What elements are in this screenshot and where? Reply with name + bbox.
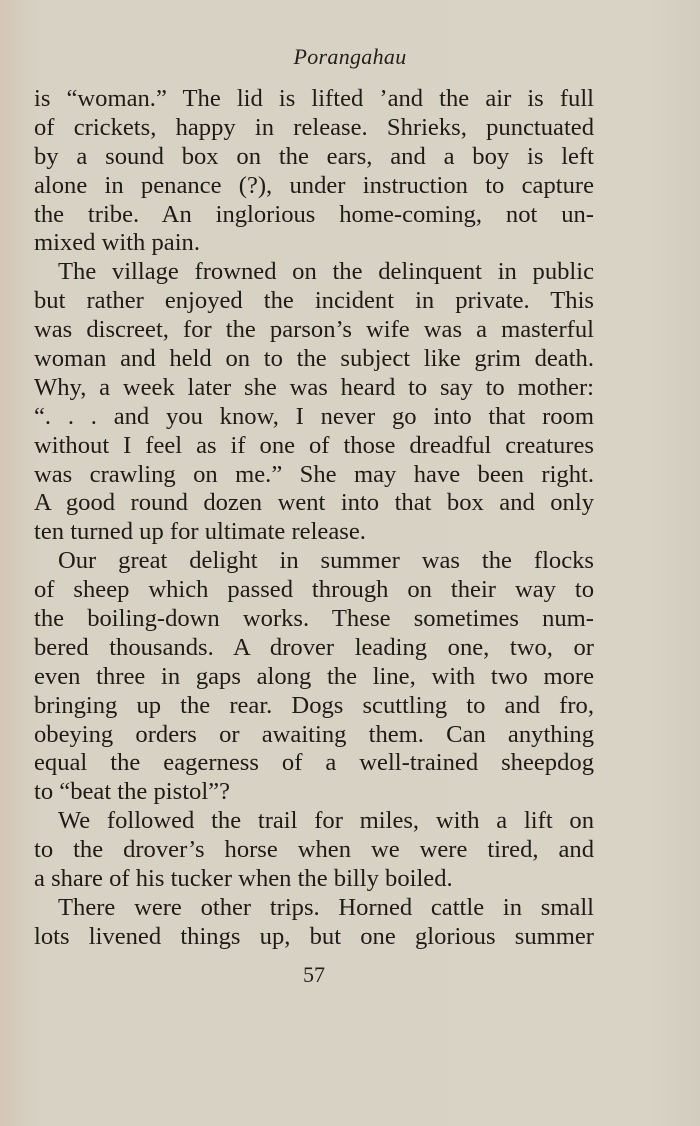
text-line: the boiling-down works. These sometimes num- <box>34 605 594 633</box>
body-text <box>34 85 594 952</box>
text-line: mixed with pain. <box>34 229 200 257</box>
text-line: “. . . and you know, I never go into that room <box>34 402 594 430</box>
text-line: We followed the trail for miles, with a lift on <box>58 807 594 835</box>
text-line: by a sound box on the ears, and a boy is left <box>34 142 594 170</box>
text-line: was crawling on me.” She may have been right. <box>34 460 594 488</box>
text-line: lots livened things up, but one glorious summer <box>34 922 594 950</box>
text-line: without I feel as if one of those dreadful creatures <box>34 431 594 459</box>
text-line: alone in penance (?), under instruction to capture <box>34 171 594 199</box>
text-line: bringing up the rear. Dogs scuttling to and fro, <box>34 691 594 719</box>
text-line: is “woman.” The lid is lifted ’and the air is full <box>34 85 594 112</box>
text-line: was discreet, for the parson’s wife was a masterful <box>34 316 594 344</box>
text-line: to “beat the pistol”? <box>34 778 230 806</box>
running-head: Porangahau <box>293 44 407 69</box>
page-number: 57 <box>303 962 325 987</box>
text-line: There were other trips. Horned cattle in small <box>58 893 594 921</box>
text-line: obeying orders or awaiting them. Can anything <box>34 720 594 748</box>
text-line: The village frowned on the delinquent in public <box>58 258 594 286</box>
text-line: Our great delight in summer was the flocks <box>58 547 594 575</box>
text-line: Why, a week later she was heard to say to mother: <box>34 373 594 401</box>
text-line: the tribe. An inglorious home-coming, not un- <box>34 200 594 228</box>
text-line: A good round dozen went into that box and only <box>34 489 594 517</box>
text-line: equal the eagerness of a well-trained sheepdog <box>34 749 594 777</box>
text-line: woman and held on to the subject like grim death. <box>34 345 594 373</box>
text-line: but rather enjoyed the incident in private. This <box>34 287 594 315</box>
text-line: to the drover’s horse when we were tired, and <box>34 836 594 864</box>
text-line: ten turned up for ultimate release. <box>34 518 366 546</box>
text-line: even three in gaps along the line, with two more <box>34 662 594 690</box>
text-line: a share of his tucker when the billy boiled. <box>34 865 453 893</box>
text-line: bered thousands. A drover leading one, two, or <box>34 633 594 661</box>
text-line: of sheep which passed through on their way to <box>34 576 594 604</box>
text-line: of crickets, happy in release. Shrieks, punctuated <box>34 113 594 141</box>
